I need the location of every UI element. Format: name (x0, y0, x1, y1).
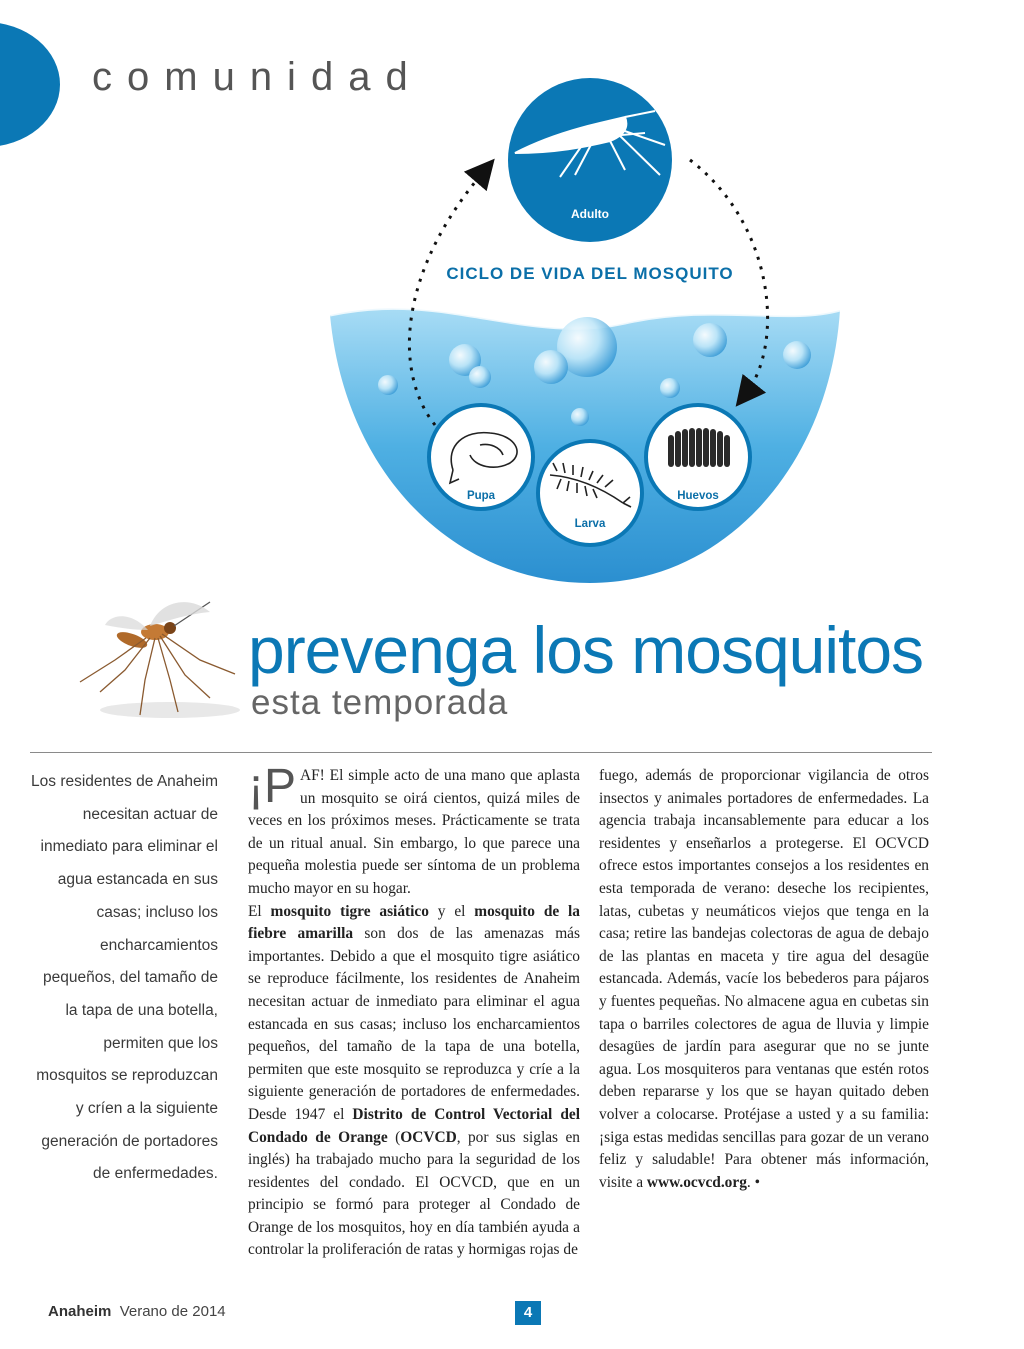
section-label: comunidad (92, 55, 423, 99)
mosquito-illustration (80, 602, 235, 715)
text-run: fuego, además de proporcionar vigilancia de otros insectos y animales portadores de enfermedades. La agencia trabaja incansablemente para educar a los residentes y enseñarlos a protegerse. El OCVCD ofrece estos importantes consejos a los residentes en esta temporada de verano: deseche los recipientes, latas, cubetas y neumáticos viejos que tenga en la casa; retire las bandejas colectoras de agua de debajo de las plantas en maceta y tire agua del desagüe estancada. Además, vacíe los bebederos para pájaros y fuentes pequeñas. No almacene agua en cubetas sin tapa o barriles colectores de agua de lluvia y limpie desagües de jardín para asegurar que no se junte agua. Los mosquiteros para ventanas que estén rotos deben repararse y los que se hayan quitado deben volver a colocarse. Protéjase a usted y a su familia: ¡siga estas medidas sencillas para gozar de un verano feliz y saludable! Para obtener más información, visite a (599, 767, 929, 1191)
diagram-title: CICLO DE VIDA DEL MOSQUITO (446, 264, 734, 283)
adult-label: Adulto (571, 207, 609, 221)
bubble (469, 366, 491, 388)
text-run: El (248, 902, 271, 920)
website-link[interactable]: www.ocvcd.org (646, 1173, 747, 1191)
pupa-label: Pupa (466, 490, 496, 502)
bubble (783, 341, 811, 369)
emphasis-acronym: OCVCD (400, 1128, 457, 1146)
page-number: 4 (515, 1301, 541, 1325)
mosquito-life-cycle-diagram (325, 75, 845, 595)
article-paragraph-continued (599, 765, 929, 1194)
emphasis-district-name: Distrito de Control Vectorial del Condado de Orange (248, 1105, 580, 1146)
footer-publication (48, 1303, 226, 1320)
text-run: ( (387, 1128, 401, 1146)
divider-rule (30, 752, 932, 753)
eggs-icon (668, 428, 730, 467)
article-headline: prevenga los mosquitos (248, 613, 924, 687)
bubble (660, 378, 680, 398)
bubble (571, 408, 589, 426)
article-body-column-2 (599, 765, 929, 1194)
larva-label: Larva (574, 518, 606, 530)
issue-date: Verano de 2014 (119, 1303, 226, 1320)
mosquito-shadow (100, 702, 240, 718)
pull-quote: Los residentes de Anaheim necesitan actuar de inmediato para eliminar el agua estancada en sus casas; incluso los encharcamientos pequeños, del tamaño de la tapa de una botella, permiten que los mosquitos se reproduzcan y críen a la siguiente generación de portadores de enfermedades. (31, 773, 218, 1183)
article-body-column-1 (248, 760, 581, 1262)
text-run: . • (746, 1173, 760, 1191)
mosquito-photo (60, 590, 250, 730)
paragraph-text: AF! El simple acto de una mano que aplasta un mosquito se oirá cientos, quizá miles de veces en los próximos meses. Prácticamente se trata de un ritual anual. Sin embargo, lo que parece una pequeña molestia puede ser síntoma de un problema mucho mayor en su hogar. (248, 767, 580, 897)
text-run: son dos de las amenazas más importantes. Debido a que el mosquito tigre asiático se reproduce fácilmente, los residentes de Anaheim necesitan actuar de inmediato para eliminar el agua estancada en sus casas; incluso los encharcamientos pequeños, del tamaño de la tapa de una botella, permiten que este mosquito se reproduzca y críe a la siguiente generación de portadores de enfermedades. Desde 1947 el (248, 925, 581, 1123)
bubble (378, 375, 398, 395)
article-paragraph (248, 901, 580, 1263)
bubble (534, 350, 568, 384)
publication-name: Anaheim (48, 1303, 112, 1320)
bubble (693, 323, 727, 357)
emphasis-asian-tiger-mosquito: mosquito tigre asiático (270, 902, 429, 920)
eggs-label: Huevos (677, 490, 719, 502)
emphasis-yellow-fever-mosquito: mosquito de la fiebre amarilla (248, 902, 581, 943)
article-subhead: esta temporada (251, 683, 509, 722)
text-run: , por sus siglas en inglés) ha trabajado mucho para la seguridad de los residentes del condado. El OCVCD, que en un principio se formó para proteger al Condado de Orange de los mosquitos, hoy en día también ayuda a controlar la proliferación de ratas y hormigas rojas de (248, 1128, 580, 1259)
drop-cap: ¡P (248, 760, 296, 813)
article-paragraph (248, 760, 580, 901)
text-run: y el (428, 902, 475, 920)
section-tab-circle (0, 22, 60, 147)
